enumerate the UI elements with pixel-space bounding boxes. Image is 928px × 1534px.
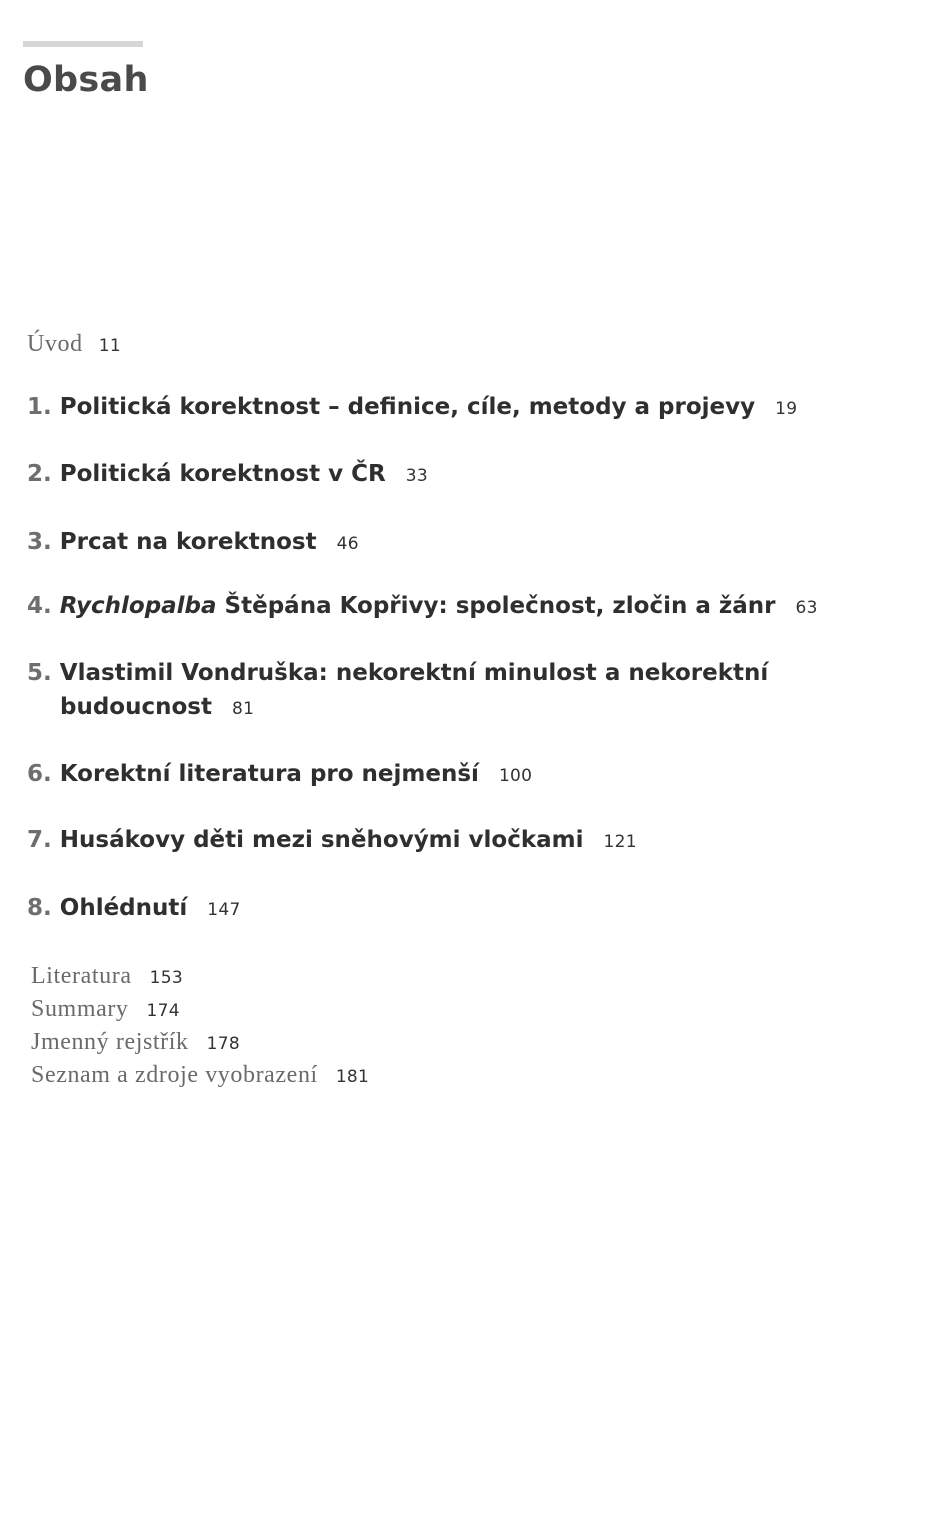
toc-back-literatura[interactable] (31, 963, 183, 990)
chapter-number: 4. (27, 593, 52, 619)
toc-chapter-6[interactable] (27, 761, 532, 787)
toc-intro-label: Úvod (27, 331, 83, 357)
back-matter-label: Seznam a zdroje vyobrazení (31, 1062, 318, 1088)
toc-intro[interactable] (27, 331, 121, 358)
chapter-page: 19 (775, 399, 798, 419)
back-matter-label: Literatura (31, 963, 132, 989)
chapter-number: 8. (27, 895, 52, 921)
chapter-page: 81 (231, 699, 255, 719)
chapter-title: Politická korektnost v ČR (59, 461, 386, 487)
chapter-number: 1. (27, 394, 52, 420)
chapter-title: Štěpána Kopřivy: společnost, zločin a žánr (216, 593, 776, 619)
toc-chapter-3[interactable] (27, 529, 359, 555)
chapter-title-italic: Rychlopalba (59, 593, 217, 619)
chapter-number: 5. (27, 660, 52, 686)
chapter-page: 63 (795, 598, 818, 618)
toc-back-vyobrazeni[interactable] (31, 1062, 369, 1089)
chapter-title: Ohlédnutí (59, 895, 188, 921)
chapter-page: 121 (603, 832, 637, 852)
back-matter-page: 178 (206, 1034, 240, 1054)
chapter-title: Korektní literatura pro nejmenší (59, 761, 479, 787)
toc-chapter-7[interactable] (27, 827, 637, 853)
toc-chapter-2[interactable] (27, 461, 428, 487)
heading-rule (23, 41, 143, 47)
back-matter-page: 153 (149, 968, 183, 988)
chapter-page: 46 (336, 534, 359, 554)
chapter-page: 33 (405, 466, 428, 486)
chapter-number: 2. (27, 461, 52, 487)
back-matter-page: 181 (335, 1067, 370, 1087)
toc-back-summary[interactable] (31, 996, 180, 1023)
toc-intro-page: 11 (98, 336, 121, 356)
chapter-page: 100 (498, 766, 533, 786)
chapter-title: Prcat na korektnost (59, 529, 317, 555)
chapter-number: 3. (27, 529, 52, 555)
back-matter-label: Jmenný rejstřík (31, 1029, 189, 1055)
toc-chapter-8[interactable] (27, 895, 241, 921)
toc-chapter-5[interactable] (27, 660, 768, 720)
chapter-title: Vlastimil Vondruška: nekorektní minulost a nekorektní (59, 660, 769, 686)
chapter-title-line2: budoucnost (60, 694, 212, 720)
back-matter-page: 174 (146, 1001, 180, 1021)
chapter-number: 6. (27, 761, 52, 787)
chapter-title: Husákovy děti mezi sněhovými vločkami (59, 827, 584, 853)
toc-chapter-4[interactable] (27, 593, 818, 619)
page-title: Obsah (23, 60, 149, 100)
back-matter-label: Summary (31, 996, 129, 1022)
chapter-page: 147 (207, 900, 241, 920)
chapter-number: 7. (27, 827, 52, 853)
chapter-title: Politická korektnost – definice, cíle, metody a projevy (59, 394, 756, 420)
toc-back-rejstrik[interactable] (31, 1029, 240, 1056)
toc-chapter-1[interactable] (27, 394, 797, 420)
